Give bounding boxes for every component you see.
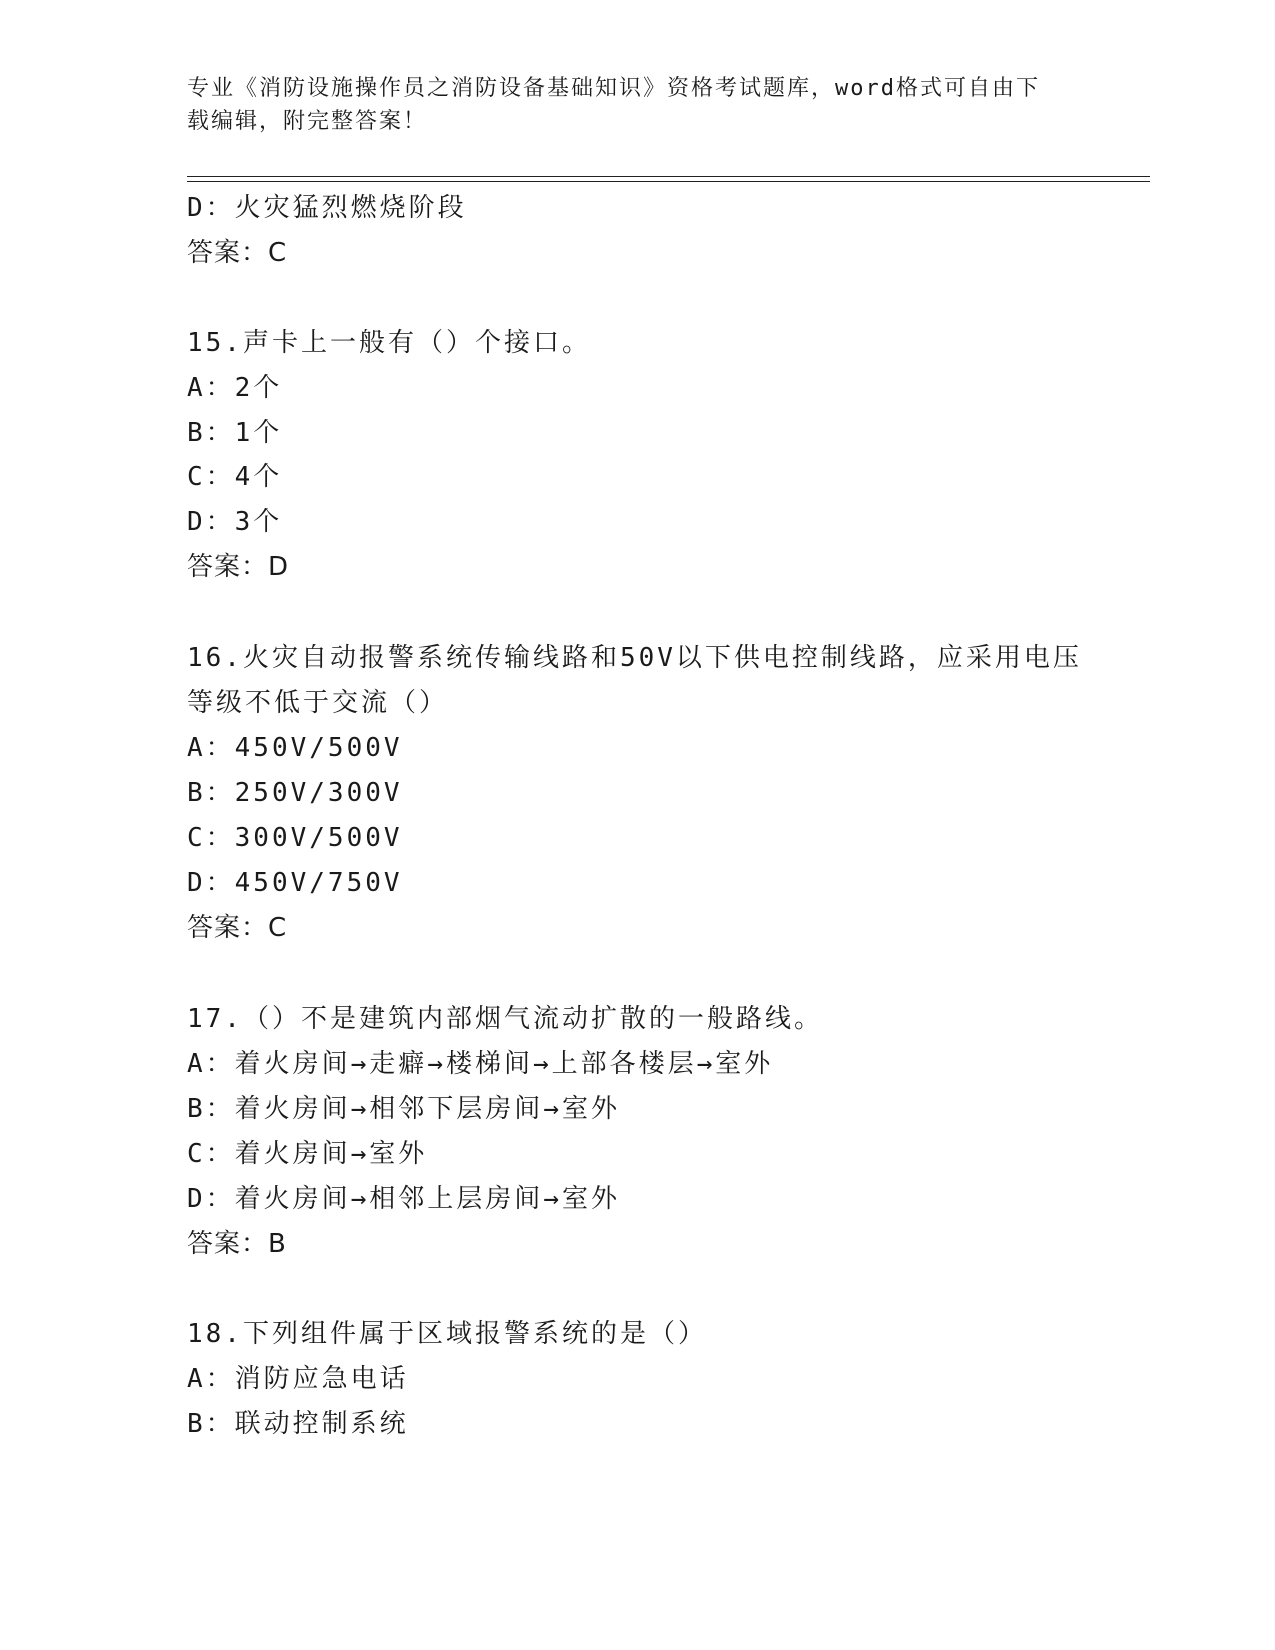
header-line-2: 载编辑，附完整答案！ bbox=[187, 109, 428, 134]
question-15-option-a: A：2个 bbox=[187, 373, 283, 403]
question-18-option-b: B：联动控制系统 bbox=[187, 1409, 409, 1439]
question-17-stem: 17.（）不是建筑内部烟气流动扩散的一般路线。 bbox=[187, 1004, 823, 1034]
question-16-option-b: B：250V/300V bbox=[187, 778, 403, 808]
question-16-option-d: D：450V/750V bbox=[187, 868, 403, 898]
question-16-answer: 答案：C bbox=[187, 913, 288, 943]
question-17-option-b: B：着火房间→相邻下层房间→室外 bbox=[187, 1094, 620, 1124]
prev-question-answer: 答案：C bbox=[187, 238, 288, 268]
question-15-option-c: C：4个 bbox=[187, 462, 283, 492]
header-divider-top bbox=[187, 176, 1150, 177]
question-15-answer: 答案：D bbox=[187, 552, 290, 582]
question-17-option-a: A：着火房间→走癖→楼梯间→上部各楼层→室外 bbox=[187, 1049, 774, 1079]
question-18-stem: 18.下列组件属于区域报警系统的是（） bbox=[187, 1319, 707, 1349]
question-15-option-d: D：3个 bbox=[187, 507, 283, 537]
question-17-option-c: C：着火房间→室外 bbox=[187, 1139, 428, 1169]
question-16-stem-line-2: 等级不低于交流（） bbox=[187, 688, 449, 718]
question-17-answer: 答案：B bbox=[187, 1229, 287, 1259]
question-16-stem-line-1: 16.火灾自动报警系统传输线路和50V以下供电控制线路，应采用电压 bbox=[187, 643, 1082, 673]
question-15-option-b: B：1个 bbox=[187, 418, 283, 448]
question-16-option-a: A：450V/500V bbox=[187, 733, 403, 763]
prev-question-option-d: D：火灾猛烈燃烧阶段 bbox=[187, 193, 467, 223]
header-line-1: 专业《消防设施操作员之消防设备基础知识》资格考试题库，word格式可自由下 bbox=[187, 76, 1040, 101]
question-17-option-d: D：着火房间→相邻上层房间→室外 bbox=[187, 1184, 620, 1214]
question-18-option-a: A：消防应急电话 bbox=[187, 1364, 409, 1394]
question-15-stem: 15.声卡上一般有（）个接口。 bbox=[187, 328, 591, 358]
header-divider-bottom bbox=[187, 181, 1150, 182]
document-header bbox=[187, 72, 1087, 138]
question-16-option-c: C：300V/500V bbox=[187, 823, 403, 853]
